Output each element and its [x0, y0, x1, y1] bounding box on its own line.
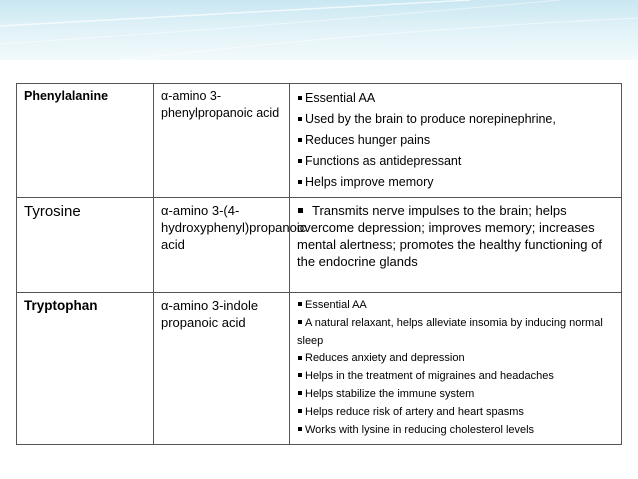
feature-text: A natural relaxant, helps alleviate insomia by inducing normal sleep — [297, 316, 603, 347]
square-bullet-icon — [298, 117, 302, 121]
feature-text: Helps reduce risk of artery and heart spasms — [305, 405, 524, 418]
chemical-name: α-amino 3-phenylpropanoic acid — [154, 84, 290, 198]
square-bullet-icon — [298, 427, 302, 431]
feature-text: Essential AA — [305, 91, 376, 105]
list-item — [297, 350, 615, 368]
list-item — [297, 151, 615, 172]
feature-text: Reduces anxiety and depression — [305, 352, 465, 365]
feature-list — [297, 88, 615, 193]
list-item — [297, 386, 615, 404]
square-bullet-icon — [298, 96, 302, 100]
list-item — [297, 404, 615, 422]
table-row — [17, 293, 622, 445]
feature-text: Works with lysine in reducing cholesterol levels — [305, 423, 535, 436]
amino-acid-table — [16, 83, 622, 445]
square-bullet-icon — [298, 320, 302, 324]
square-bullet-icon — [298, 373, 302, 377]
list-item — [297, 315, 615, 351]
chemical-name: α-amino 3-(4-hydroxyphenyl)propanoic acid — [154, 198, 290, 293]
amino-acid-name: Tryptophan — [17, 293, 154, 445]
list-item — [297, 368, 615, 386]
feature-cell — [290, 293, 622, 445]
feature-cell — [290, 198, 622, 293]
amino-acid-name: Tyrosine — [17, 198, 154, 293]
feature-text: Helps improve memory — [305, 175, 434, 189]
square-bullet-icon — [298, 302, 302, 306]
banner-decoration — [0, 0, 638, 60]
square-bullet-icon — [298, 391, 302, 395]
list-item — [297, 172, 615, 193]
feature-paragraph — [297, 202, 615, 271]
feature-cell — [290, 84, 622, 198]
feature-text: Reduces hunger pains — [305, 133, 431, 147]
feature-text: Functions as antidepressant — [305, 154, 462, 168]
square-bullet-icon — [298, 138, 302, 142]
list-item — [297, 130, 615, 151]
feature-text: Helps in the treatment of migraines and headaches — [305, 370, 554, 383]
feature-text: Helps stabilize the immune system — [305, 388, 475, 401]
list-item — [297, 297, 615, 315]
square-bullet-icon — [298, 409, 302, 413]
feature-list — [297, 297, 615, 440]
square-bullet-icon — [298, 180, 302, 184]
square-bullet-icon — [298, 208, 303, 213]
feature-text: Transmits nerve impulses to the brain; helps overcome depression; improves memory; increases mental alertness; promotes the healthy functioning of the endocrine glands — [297, 203, 602, 270]
amino-acid-name: Phenylalanine — [17, 84, 154, 198]
square-bullet-icon — [298, 356, 302, 360]
table-row — [17, 84, 622, 198]
feature-text: Essential AA — [305, 299, 367, 311]
feature-text: Used by the brain to produce norepinephrine, — [305, 112, 556, 126]
chemical-name: α-amino 3-indole propanoic acid — [154, 293, 290, 445]
list-item — [297, 109, 615, 130]
list-item — [297, 422, 615, 440]
header-banner — [0, 0, 638, 60]
list-item — [297, 88, 615, 109]
table-row — [17, 198, 622, 293]
square-bullet-icon — [298, 159, 302, 163]
